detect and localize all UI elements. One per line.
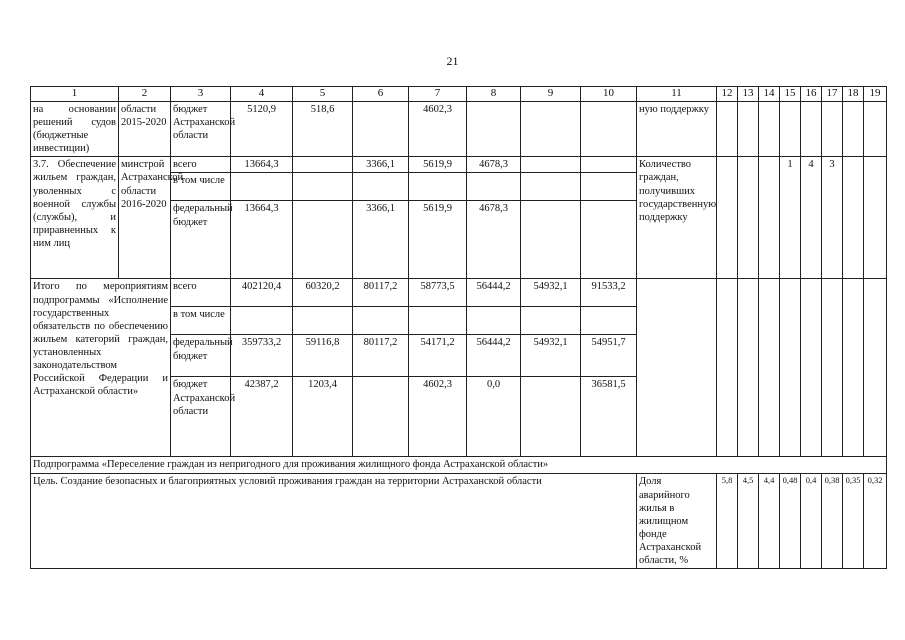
amount-total-cell: 359733,2 [231, 335, 293, 377]
amount-cell: 4602,3 [409, 101, 467, 157]
empty-cell [717, 101, 738, 157]
empty-cell [717, 157, 738, 279]
indicator-cell: Количество граждан, получивших государственную поддержку [637, 157, 717, 279]
empty-cell [759, 157, 780, 279]
empty-cell [801, 101, 822, 157]
source-cell: бюджет Астраханской области [171, 377, 231, 457]
col-header-6: 6 [353, 87, 409, 102]
amount-cell: 91533,2 [581, 279, 637, 307]
table-row [31, 457, 887, 474]
amount-cell: 80117,2 [353, 279, 409, 307]
col-header-3: 3 [171, 87, 231, 102]
empty-cell [467, 307, 521, 335]
indicator-value: 0,32 [864, 474, 887, 569]
source-cell: в том числе [171, 307, 231, 335]
table-row [31, 474, 887, 569]
indicator-value: 0,38 [822, 474, 843, 569]
empty-cell [293, 173, 353, 201]
amount-cell: 3366,1 [353, 201, 409, 279]
amount-cell: 56444,2 [467, 279, 521, 307]
empty-cell [864, 157, 887, 279]
empty-cell [738, 157, 759, 279]
column-numbers-row [31, 87, 887, 102]
indicator-value: 4,4 [759, 474, 780, 569]
amount-cell: 0,0 [467, 377, 521, 457]
col-header-5: 5 [293, 87, 353, 102]
amount-cell: 80117,2 [353, 335, 409, 377]
empty-cell [581, 173, 637, 201]
amount-cell: 54932,1 [521, 335, 581, 377]
amount-cell: 4602,3 [409, 377, 467, 457]
amount-cell: 518,6 [293, 101, 353, 157]
empty-cell [581, 201, 637, 279]
empty-cell [409, 173, 467, 201]
empty-cell [864, 279, 887, 457]
empty-cell [293, 307, 353, 335]
empty-cell [759, 279, 780, 457]
empty-cell [738, 279, 759, 457]
empty-cell [231, 307, 293, 335]
amount-cell: 59116,8 [293, 335, 353, 377]
col-header-2: 2 [119, 87, 171, 102]
empty-cell [521, 307, 581, 335]
executor-cell: области 2015-2020 [119, 101, 171, 157]
col-header-7: 7 [409, 87, 467, 102]
col-header-15: 15 [780, 87, 801, 102]
target-value-cell: 3 [822, 157, 843, 279]
amount-cell: 58773,5 [409, 279, 467, 307]
col-header-1: 1 [31, 87, 119, 102]
source-cell: федеральный бюджет [171, 201, 231, 279]
empty-cell [822, 101, 843, 157]
empty-cell [581, 157, 637, 173]
indicator-cell: Доля аварийного жилья в жилищном фонде Астраханской области, % [637, 474, 717, 569]
empty-cell [780, 101, 801, 157]
col-header-11: 11 [637, 87, 717, 102]
empty-cell [409, 307, 467, 335]
target-value-cell: 4 [801, 157, 822, 279]
empty-cell [581, 101, 637, 157]
empty-cell [521, 157, 581, 173]
amount-cell: 54171,2 [409, 335, 467, 377]
col-header-12: 12 [717, 87, 738, 102]
indicator-cell: ную поддержку [637, 101, 717, 157]
goal-text: Цель. Создание безопасных и благоприятных условий проживания граждан на территории Астраханской области [31, 474, 637, 569]
source-cell: всего [171, 279, 231, 307]
table-row [31, 279, 887, 307]
source-cell: бюджет Астраханской области [171, 101, 231, 157]
empty-cell [293, 201, 353, 279]
totals-name-cell: Итого по мероприятиям подпрограммы «Исполнение государственных обязательств по обеспечению жильем категорий граждан, установленных законодательством Российской Федерации и Астраханской области» [31, 279, 171, 457]
indicator-value: 4,5 [738, 474, 759, 569]
empty-cell [353, 101, 409, 157]
measure-name-cell: на основании решений судов (бюджетные инвестиции) [31, 101, 119, 157]
col-header-4: 4 [231, 87, 293, 102]
indicator-value: 0,35 [843, 474, 864, 569]
measure-name-cell: 3.7. Обеспечение жильем граждан, уволенных с военной службы (службы), и приравненных к ним лиц [31, 157, 119, 279]
amount-cell: 3366,1 [353, 157, 409, 173]
col-header-19: 19 [864, 87, 887, 102]
empty-cell [717, 279, 738, 457]
amount-total-cell: 13664,3 [231, 157, 293, 173]
amount-cell: 5619,9 [409, 201, 467, 279]
amount-total-cell: 5120,9 [231, 101, 293, 157]
executor-cell: минстрой Астраханской области 2016-2020 [119, 157, 171, 279]
indicator-value: 0,48 [780, 474, 801, 569]
page-number: 21 [446, 54, 459, 68]
empty-cell [738, 101, 759, 157]
col-header-16: 16 [801, 87, 822, 102]
amount-total-cell: 42387,2 [231, 377, 293, 457]
empty-cell [843, 157, 864, 279]
col-header-10: 10 [581, 87, 637, 102]
empty-cell [637, 279, 717, 457]
empty-cell [521, 377, 581, 457]
amount-cell: 5619,9 [409, 157, 467, 173]
source-cell: в том числе [171, 173, 231, 201]
empty-cell [521, 201, 581, 279]
indicator-value: 5,8 [717, 474, 738, 569]
empty-cell [353, 307, 409, 335]
empty-cell [759, 101, 780, 157]
empty-cell [801, 279, 822, 457]
empty-cell [822, 279, 843, 457]
empty-cell [581, 307, 637, 335]
empty-cell [467, 101, 521, 157]
amount-total-cell: 13664,3 [231, 201, 293, 279]
col-header-13: 13 [738, 87, 759, 102]
empty-cell [864, 101, 887, 157]
amount-cell: 54932,1 [521, 279, 581, 307]
empty-cell [780, 279, 801, 457]
amount-cell: 60320,2 [293, 279, 353, 307]
table-row [31, 101, 887, 157]
empty-cell [353, 173, 409, 201]
col-header-18: 18 [843, 87, 864, 102]
col-header-14: 14 [759, 87, 780, 102]
amount-cell: 1203,4 [293, 377, 353, 457]
amount-cell: 4678,3 [467, 201, 521, 279]
col-header-17: 17 [822, 87, 843, 102]
empty-cell [521, 101, 581, 157]
col-header-9: 9 [521, 87, 581, 102]
source-cell: всего [171, 157, 231, 173]
empty-cell [353, 377, 409, 457]
empty-cell [231, 173, 293, 201]
amount-total-cell: 402120,4 [231, 279, 293, 307]
empty-cell [521, 173, 581, 201]
table-row [31, 157, 887, 173]
empty-cell [843, 101, 864, 157]
empty-cell [843, 279, 864, 457]
amount-cell: 36581,5 [581, 377, 637, 457]
amount-cell: 4678,3 [467, 157, 521, 173]
indicator-value: 0,4 [801, 474, 822, 569]
amount-cell: 56444,2 [467, 335, 521, 377]
empty-cell [467, 173, 521, 201]
subprogram-title: Подпрограмма «Переселение граждан из непригодного для проживания жилищного фонда Астраханской области» [31, 457, 887, 474]
empty-cell [293, 157, 353, 173]
amount-cell: 54951,7 [581, 335, 637, 377]
program-table [30, 86, 887, 569]
col-header-8: 8 [467, 87, 521, 102]
source-cell: федеральный бюджет [171, 335, 231, 377]
target-value-cell: 1 [780, 157, 801, 279]
